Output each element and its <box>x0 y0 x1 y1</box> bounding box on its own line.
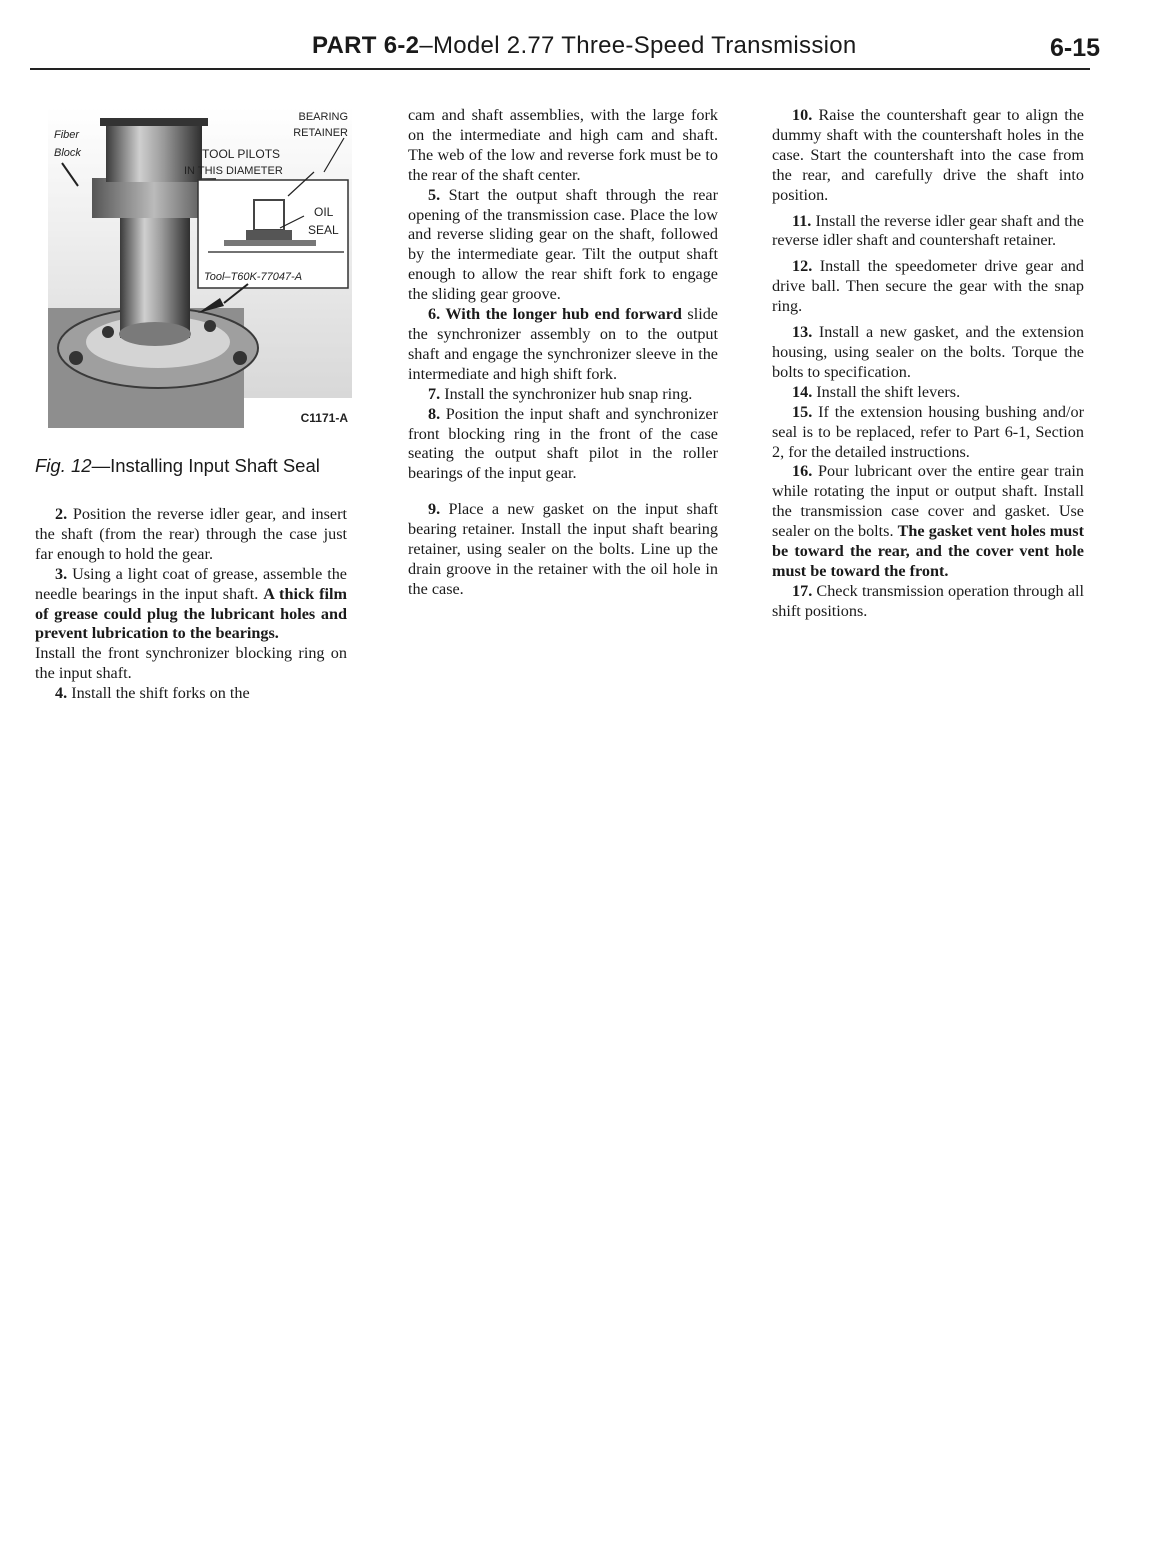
step-2 <box>35 505 347 565</box>
step-text: Install the reverse idler gear shaft and the reverse idler shaft and countershaft retainer. <box>772 211 1084 250</box>
header-rule <box>30 68 1090 70</box>
step-number: 4. <box>55 684 68 703</box>
step-4 <box>35 684 347 704</box>
label-bearing: BEARING <box>298 111 348 123</box>
step-number: 11. <box>792 211 812 230</box>
step-number: 8. <box>428 404 441 423</box>
label-block: Block <box>54 147 81 159</box>
step-number: 15. <box>792 402 813 421</box>
step-3 <box>35 565 347 645</box>
column-middle <box>408 106 718 600</box>
step-3-continued: Install the front synchronizer blocking ring on the input shaft. <box>35 644 347 683</box>
step-5 <box>408 186 718 305</box>
page-number: 6-15 <box>1050 34 1101 62</box>
figure-number: Fig. 12 <box>35 455 92 476</box>
running-title <box>312 32 857 60</box>
step-text: slide the synchronizer assembly on to the output shaft and engage the synchronizer sleeve in the intermediate and high shift fork. <box>408 305 718 383</box>
step-number: 17. <box>792 581 813 600</box>
step-12 <box>772 257 1084 317</box>
step-9 <box>408 500 718 600</box>
step-6 <box>408 305 718 385</box>
step-text: Install the shift forks on the <box>67 684 250 703</box>
step-number: 3. <box>55 564 68 583</box>
step-number: 12. <box>792 257 813 276</box>
step-17 <box>772 582 1084 622</box>
step-text: Install the shift levers. <box>812 382 961 401</box>
warning-text: The gasket vent holes must be toward the rear, and the cover vent hole must be toward the front. <box>772 522 1084 580</box>
step-4-continued: cam and shaft assemblies, with the large fork on the intermediate and high cam and shaft. The web of the low and reverse fork must be to the rear of the shaft center. <box>408 106 718 184</box>
label-seal: SEAL <box>308 223 339 237</box>
step-text: Position the input shaft and synchronizer front blocking ring in the front of the case seating the output shaft pilot in the roller bearings of the input gear. <box>408 404 718 483</box>
step-7 <box>408 385 718 405</box>
figure-caption-text: —Installing Input Shaft Seal <box>91 455 320 476</box>
label-photo-code: C1171-A <box>300 411 348 425</box>
figure-photo <box>48 108 352 428</box>
label-tool-number: Tool–T60K-77047-A <box>204 271 303 283</box>
label-in-this-diameter: IN THIS DIAMETER <box>184 165 283 177</box>
figure-caption <box>35 455 320 477</box>
step-10 <box>772 106 1084 206</box>
step-text: Install a new gasket, and the extension housing, using sealer on the bolts. Torque the bolts to specification. <box>772 323 1084 381</box>
step-number: 9. <box>428 500 441 519</box>
emphasis-text: With the longer hub end forward <box>440 305 682 324</box>
step-text: Position the reverse idler gear, and insert the shaft (from the rear) through the case just far enough to hold the gear. <box>35 505 347 563</box>
step-text: Install the speedometer drive gear and drive ball. Then secure the gear with the snap ring. <box>772 257 1084 316</box>
column-right <box>772 106 1084 622</box>
step-number: 16. <box>792 462 813 481</box>
title-text: –Model 2.77 Three-Speed Transmission <box>419 32 857 59</box>
step-text: Raise the countershaft gear to align the dummy shaft with the countershaft holes in the case. Start the countershaft into the case from the rear, and carefully drive the shaft into position. <box>772 106 1084 204</box>
step-11 <box>772 212 1084 252</box>
step-number: 5. <box>428 185 441 204</box>
step-8 <box>408 405 718 485</box>
step-text: If the extension housing bushing and/or seal is to be replaced, refer to Part 6-1, Section 2, for the detailed instructions. <box>772 402 1084 461</box>
step-number: 6. <box>428 305 441 324</box>
step-text: Install the synchronizer hub snap ring. <box>440 384 693 403</box>
step-text: Pour lubricant over the entire gear train while rotating the input or output shaft. Install the transmission case cover and gasket. Use sealer on the bolts. <box>772 462 1084 541</box>
step-text: Start the output shaft through the rear opening of the transmission case. Place the low and reverse sliding gear on the shaft, followed by the intermediate gear. Tilt the output shaft enough to allow the rear shift fork to engage the sliding gear groove. <box>408 185 718 304</box>
page-header <box>0 18 1164 74</box>
step-number: 14. <box>792 382 813 401</box>
label-fiber: Fiber <box>54 129 80 141</box>
column-left <box>35 505 347 704</box>
step-14 <box>772 383 1084 403</box>
figure-illustration <box>48 108 352 428</box>
warning-text: A thick film of grease could plug the lubricant holes and prevent lubrication to the bearings. <box>35 584 347 643</box>
part-label: PART 6-2 <box>312 32 420 59</box>
step-number: 7. <box>428 384 441 403</box>
step-number: 10. <box>792 106 813 124</box>
step-text: Place a new gasket on the input shaft bearing retainer. Install the input shaft bearing retainer, using sealer on the bolts. Line up the drain groove in the retainer with the oil hole in the case. <box>408 500 718 598</box>
step-16 <box>772 462 1084 581</box>
step-text: Check transmission operation through all shift positions. <box>772 581 1084 620</box>
label-tool-pilots: TOOL PILOTS <box>202 147 281 161</box>
step-number: 13. <box>792 323 813 342</box>
step-15 <box>772 403 1084 463</box>
step-number: 2. <box>55 505 68 523</box>
label-retainer: RETAINER <box>293 127 348 139</box>
step-13 <box>772 323 1084 383</box>
label-oil: OIL <box>314 205 334 219</box>
step-text: Using a light coat of grease, assemble the needle bearings in the input shaft. <box>35 564 347 603</box>
